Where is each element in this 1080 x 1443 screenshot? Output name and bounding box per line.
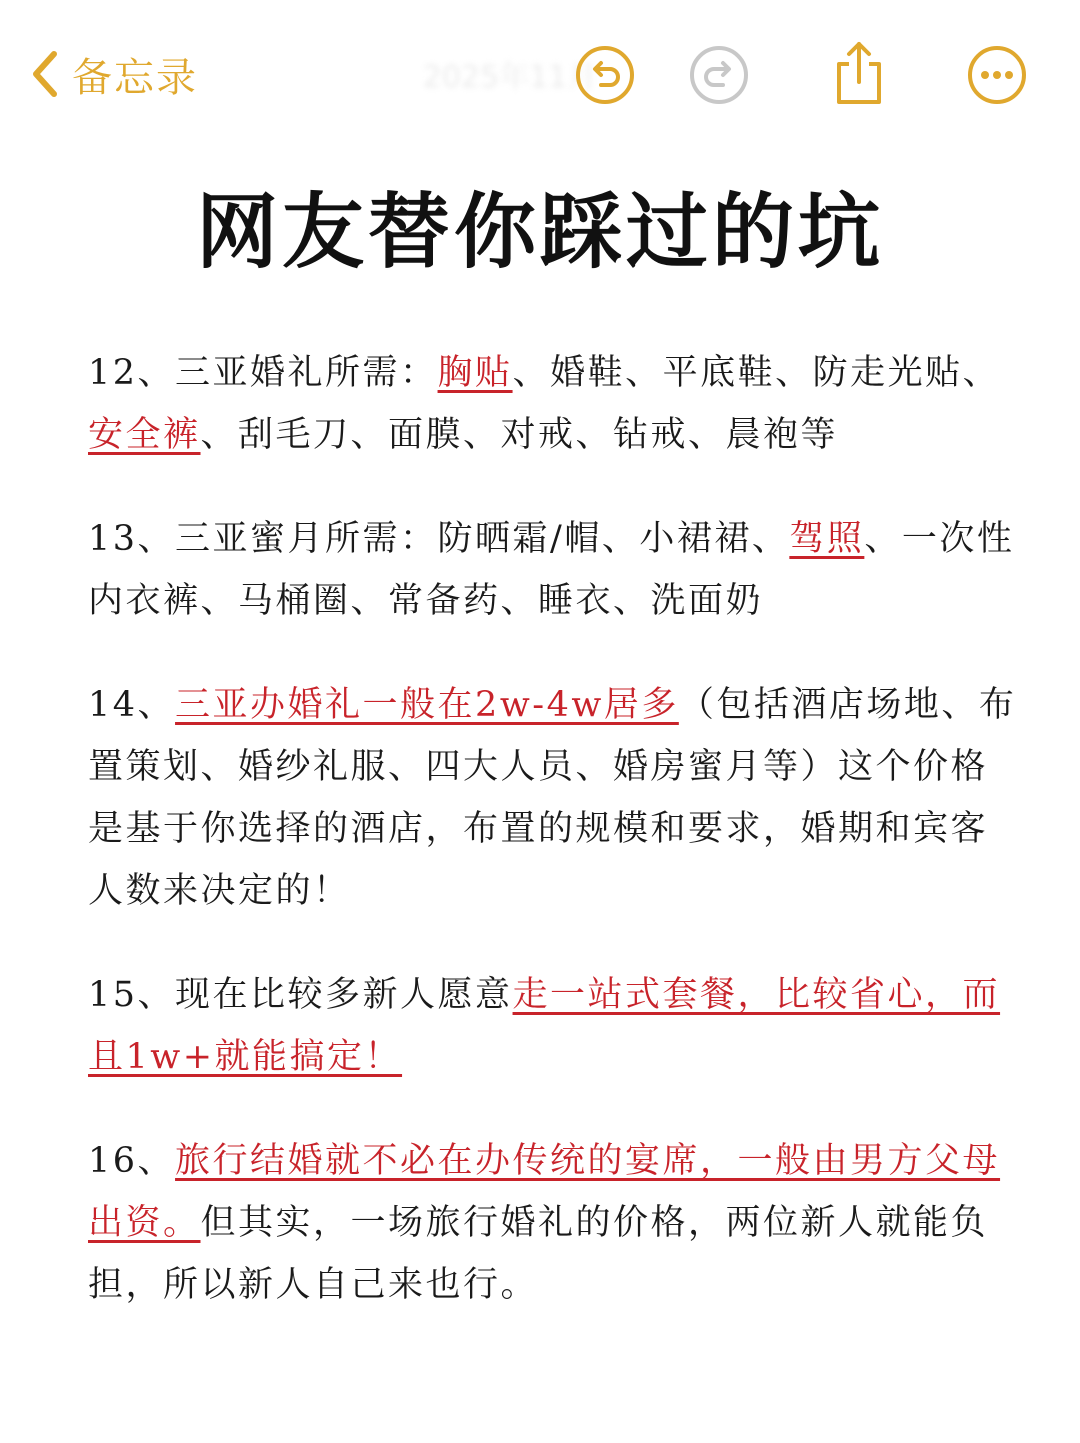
back-label: 备忘录	[72, 54, 198, 101]
body-text: 、刮毛刀、面膜、对戒、钻戒、晨袍等	[200, 415, 839, 455]
body-text: 、婚鞋、平底鞋、防走光贴、	[512, 353, 1001, 393]
note-paragraph-15	[88, 964, 1018, 1088]
nav-bar	[0, 0, 1080, 150]
share-icon	[831, 40, 887, 106]
note-paragraph-12	[88, 342, 1018, 466]
highlighted-text: 走一站式套餐，比较省心，而且1w+就能搞定！	[88, 975, 1001, 1077]
redo-button[interactable]	[684, 40, 754, 110]
body-text: 15、现在比较多新人愿意	[88, 975, 513, 1015]
note-paragraph-14	[88, 674, 1018, 922]
note-paragraph-13	[88, 508, 1018, 632]
body-text: 但其实，一场旅行婚礼的价格，两位新人就能负担，所以新人自己来也行。	[88, 1203, 989, 1305]
note-body[interactable]	[88, 342, 1018, 1358]
chevron-left-icon	[30, 50, 60, 98]
highlighted-text: 胸贴	[437, 353, 513, 393]
highlighted-text: 安全裤	[88, 415, 201, 455]
undo-button[interactable]	[570, 40, 640, 110]
body-text: （包括酒店场地、布置策划、婚纱礼服、四大人员、婚房蜜月等）这个价格是基于你选择的酒店，布置的规模和要求，婚期和宾客人数来决定的！	[88, 685, 1017, 911]
body-text: 14、	[88, 685, 176, 725]
body-text: 、一次性内衣裤、马桶圈、常备药、睡衣、洗面奶	[88, 519, 1015, 621]
more-icon	[966, 44, 1028, 106]
share-button[interactable]	[824, 38, 894, 108]
body-text: 13、三亚蜜月所需：防晒霜/帽、小裙裙、	[88, 519, 790, 559]
redo-icon	[688, 44, 750, 106]
highlighted-text: 驾照	[789, 519, 865, 559]
body-text: 16、	[88, 1141, 176, 1181]
highlighted-text: 三亚办婚礼一般在2w-4w居多	[175, 685, 679, 725]
back-button[interactable]	[30, 44, 198, 104]
note-title: 网友替你踩过的坑	[195, 185, 884, 280]
body-text: 12、三亚婚礼所需：	[88, 353, 438, 393]
note-paragraph-16	[88, 1130, 1018, 1316]
highlighted-text: 旅行结婚就不必在办传统的宴席，一般由男方父母出资。	[88, 1141, 1001, 1243]
undo-icon	[574, 44, 636, 106]
note-date-text: 2025年11月	[422, 60, 598, 95]
more-button[interactable]	[962, 40, 1032, 110]
